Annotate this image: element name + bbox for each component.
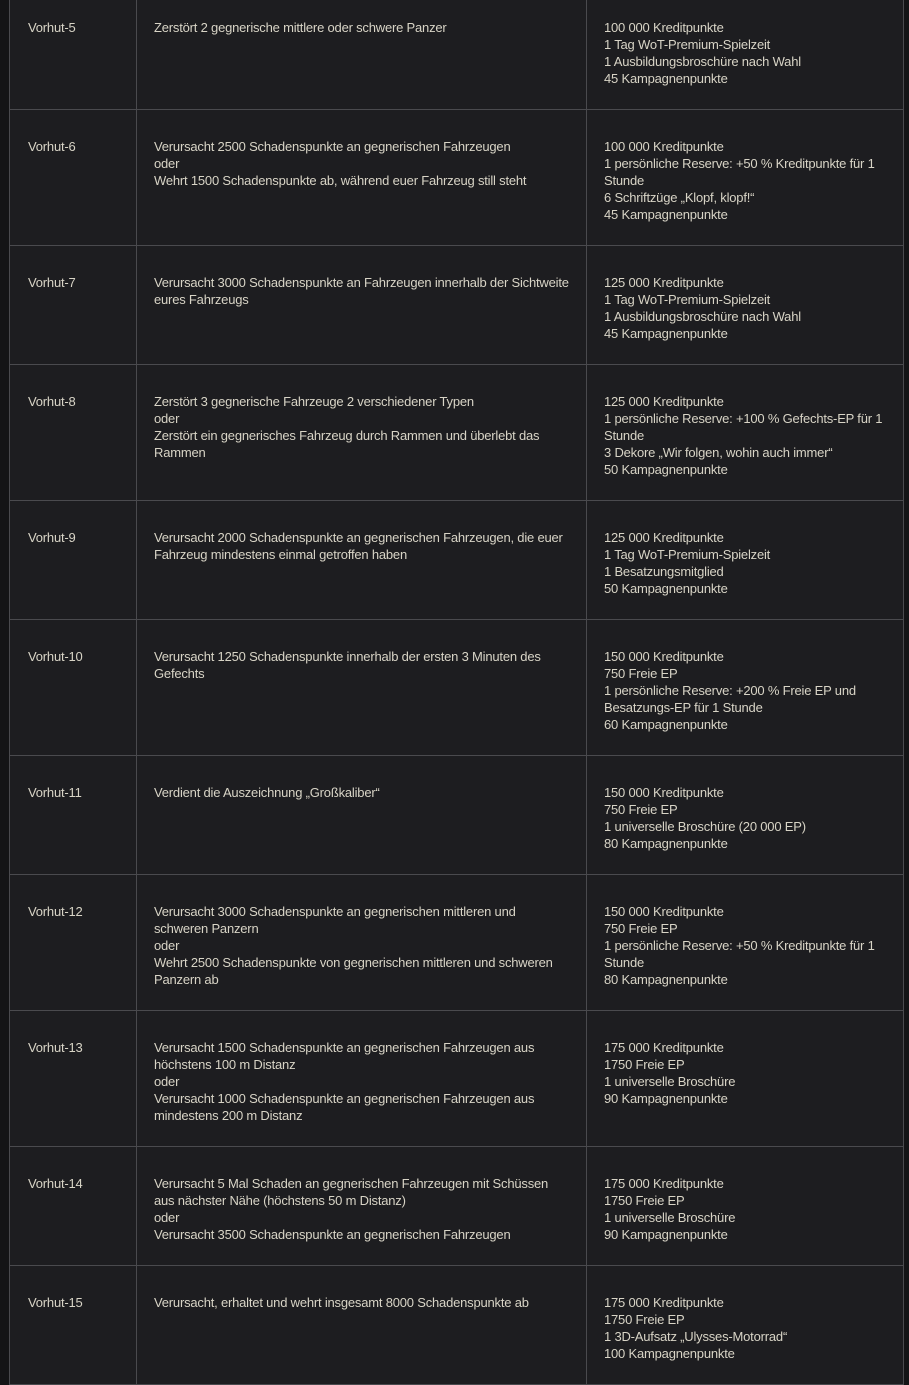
mission-task-cell (137, 620, 587, 756)
mission-reward-line: 1750 Freie EP (604, 1057, 685, 1072)
mission-rewards-cell (587, 620, 904, 756)
mission-rewards-cell (587, 246, 904, 365)
mission-rewards-cell (587, 501, 904, 620)
mission-name-cell (10, 1266, 137, 1385)
mission-task-line: Wehrt 2500 Schadenspunkte von gegnerischen mittleren und schweren Panzern ab (154, 955, 553, 987)
mission-name-cell (10, 365, 137, 501)
mission-task-line: oder (154, 411, 180, 426)
mission-reward-line: 50 Kampagnenpunkte (604, 581, 728, 596)
mission-reward-line: 90 Kampagnenpunkte (604, 1227, 728, 1242)
mission-rewards-cell (587, 1266, 904, 1385)
mission-task-line: Zerstört 2 gegnerische mittlere oder schwere Panzer (154, 20, 447, 35)
mission-task-cell (137, 0, 587, 110)
mission-task-line: Verursacht 3500 Schadenspunkte an gegnerischen Fahrzeugen (154, 1227, 511, 1242)
mission-reward-line: 90 Kampagnenpunkte (604, 1091, 728, 1106)
mission-task-line: Verursacht 1500 Schadenspunkte an gegnerischen Fahrzeugen aus höchstens 100 m Distanz (154, 1040, 535, 1072)
mission-reward-line: 750 Freie EP (604, 921, 678, 936)
mission-reward-line: 750 Freie EP (604, 666, 678, 681)
mission-reward-line: 100 Kampagnenpunkte (604, 1346, 735, 1361)
mission-reward-line: 1 Tag WoT-Premium-Spielzeit (604, 37, 771, 52)
mission-rewards-cell (587, 0, 904, 110)
mission-reward-line: 6 Schriftzüge „Klopf, klopf!“ (604, 190, 755, 205)
mission-reward-line: 60 Kampagnenpunkte (604, 717, 728, 732)
mission-task-line: Verursacht, erhaltet und wehrt insgesamt 8000 Schadenspunkte ab (154, 1295, 529, 1310)
mission-reward-line: 175 000 Kreditpunkte (604, 1176, 724, 1191)
mission-task-line: Verursacht 2000 Schadenspunkte an gegnerischen Fahrzeugen, die euer Fahrzeug mindestens einmal getroffen haben (154, 530, 563, 562)
missions-table-body (10, 0, 904, 1385)
mission-rewards-cell (587, 110, 904, 246)
mission-reward-line: 1 3D-Aufsatz „Ulysses-Motorrad“ (604, 1329, 788, 1344)
mission-name: Vorhut-12 (28, 904, 83, 919)
mission-rewards-cell (587, 1011, 904, 1147)
mission-reward-line: 45 Kampagnenpunkte (604, 207, 728, 222)
mission-reward-line: 150 000 Kreditpunkte (604, 904, 724, 919)
mission-task-line: Zerstört ein gegnerisches Fahrzeug durch Rammen und überlebt das Rammen (154, 428, 540, 460)
table-row (10, 756, 904, 875)
mission-reward-line: 1 Besatzungsmitglied (604, 564, 724, 579)
mission-reward-line: 45 Kampagnenpunkte (604, 71, 728, 86)
mission-task-line: Verursacht 3000 Schadenspunkte an gegnerischen mittleren und schweren Panzern (154, 904, 516, 936)
mission-task-line: oder (154, 156, 180, 171)
mission-task-cell (137, 1266, 587, 1385)
mission-name-cell (10, 1147, 137, 1266)
mission-reward-line: 1 Tag WoT-Premium-Spielzeit (604, 547, 771, 562)
mission-task-line: oder (154, 1210, 180, 1225)
mission-reward-line: 1 universelle Broschüre (604, 1074, 736, 1089)
mission-rewards-cell (587, 1147, 904, 1266)
mission-name-cell (10, 110, 137, 246)
mission-name: Vorhut-11 (28, 785, 82, 800)
mission-reward-line: 3 Dekore „Wir folgen, wohin auch immer“ (604, 445, 833, 460)
mission-name: Vorhut-5 (28, 20, 76, 35)
mission-reward-line: 1 Ausbildungsbroschüre nach Wahl (604, 54, 801, 69)
mission-reward-line: 750 Freie EP (604, 802, 678, 817)
table-row (10, 1147, 904, 1266)
mission-name-cell (10, 0, 137, 110)
mission-reward-line: 1 universelle Broschüre (604, 1210, 736, 1225)
mission-rewards-cell (587, 365, 904, 501)
mission-name: Vorhut-15 (28, 1295, 83, 1310)
mission-reward-line: 150 000 Kreditpunkte (604, 649, 724, 664)
mission-reward-line: 1 Ausbildungsbroschüre nach Wahl (604, 309, 801, 324)
mission-task-cell (137, 875, 587, 1011)
mission-task-line: Verursacht 3000 Schadenspunkte an Fahrzeugen innerhalb der Sichtweite eures Fahrzeugs (154, 275, 569, 307)
mission-name-cell (10, 756, 137, 875)
mission-reward-line: 125 000 Kreditpunkte (604, 394, 724, 409)
table-row (10, 0, 904, 110)
mission-name: Vorhut-7 (28, 275, 76, 290)
mission-name: Vorhut-6 (28, 139, 76, 154)
mission-reward-line: 125 000 Kreditpunkte (604, 530, 724, 545)
mission-task-line: oder (154, 1074, 180, 1089)
mission-name: Vorhut-8 (28, 394, 76, 409)
mission-task-line: Verursacht 1250 Schadenspunkte innerhalb der ersten 3 Minuten des Gefechts (154, 649, 541, 681)
mission-reward-line: 1 persönliche Reserve: +100 % Gefechts-EP für 1 Stunde (604, 411, 883, 443)
mission-reward-line: 80 Kampagnenpunkte (604, 972, 728, 987)
mission-reward-line: 150 000 Kreditpunkte (604, 785, 724, 800)
mission-reward-line: 175 000 Kreditpunkte (604, 1295, 724, 1310)
mission-rewards-cell (587, 875, 904, 1011)
mission-reward-line: 1750 Freie EP (604, 1193, 685, 1208)
mission-reward-line: 1 persönliche Reserve: +50 % Kreditpunkte für 1 Stunde (604, 938, 875, 970)
table-row (10, 875, 904, 1011)
mission-reward-line: 100 000 Kreditpunkte (604, 20, 724, 35)
mission-task-cell (137, 110, 587, 246)
mission-name: Vorhut-13 (28, 1040, 83, 1055)
mission-name: Vorhut-10 (28, 649, 83, 664)
mission-reward-line: 125 000 Kreditpunkte (604, 275, 724, 290)
mission-name: Vorhut-9 (28, 530, 76, 545)
mission-name-cell (10, 1011, 137, 1147)
mission-task-cell (137, 756, 587, 875)
mission-reward-line: 80 Kampagnenpunkte (604, 836, 728, 851)
mission-task-line: Zerstört 3 gegnerische Fahrzeuge 2 verschiedener Typen (154, 394, 474, 409)
mission-reward-line: 100 000 Kreditpunkte (604, 139, 724, 154)
table-row (10, 246, 904, 365)
mission-rewards-cell (587, 756, 904, 875)
mission-task-line: Verursacht 2500 Schadenspunkte an gegnerischen Fahrzeugen (154, 139, 511, 154)
table-row (10, 620, 904, 756)
mission-reward-line: 1 persönliche Reserve: +50 % Kreditpunkte für 1 Stunde (604, 156, 875, 188)
mission-task-cell (137, 365, 587, 501)
mission-task-cell (137, 1011, 587, 1147)
missions-table (9, 0, 904, 1385)
mission-reward-line: 1750 Freie EP (604, 1312, 685, 1327)
mission-name-cell (10, 246, 137, 365)
mission-reward-line: 45 Kampagnenpunkte (604, 326, 728, 341)
mission-reward-line: 50 Kampagnenpunkte (604, 462, 728, 477)
mission-name-cell (10, 501, 137, 620)
mission-reward-line: 1 universelle Broschüre (20 000 EP) (604, 819, 806, 834)
mission-task-line: Wehrt 1500 Schadenspunkte ab, während euer Fahrzeug still steht (154, 173, 527, 188)
mission-task-cell (137, 1147, 587, 1266)
table-row (10, 365, 904, 501)
missions-table-container (9, 0, 903, 1385)
mission-task-cell (137, 246, 587, 365)
mission-reward-line: 1 persönliche Reserve: +200 % Freie EP und Besatzungs-EP für 1 Stunde (604, 683, 856, 715)
mission-name: Vorhut-14 (28, 1176, 83, 1191)
mission-task-line: Verdient die Auszeichnung „Großkaliber“ (154, 785, 380, 800)
mission-task-line: Verursacht 5 Mal Schaden an gegnerischen Fahrzeugen mit Schüssen aus nächster Nähe (höchstens 50 m Distanz) (154, 1176, 549, 1208)
table-row (10, 501, 904, 620)
mission-task-line: oder (154, 938, 180, 953)
table-row (10, 110, 904, 246)
mission-name-cell (10, 875, 137, 1011)
mission-task-cell (137, 501, 587, 620)
table-row (10, 1011, 904, 1147)
mission-reward-line: 175 000 Kreditpunkte (604, 1040, 724, 1055)
table-row (10, 1266, 904, 1385)
mission-task-line: Verursacht 1000 Schadenspunkte an gegnerischen Fahrzeugen aus mindestens 200 m Distanz (154, 1091, 535, 1123)
mission-name-cell (10, 620, 137, 756)
mission-reward-line: 1 Tag WoT-Premium-Spielzeit (604, 292, 771, 307)
